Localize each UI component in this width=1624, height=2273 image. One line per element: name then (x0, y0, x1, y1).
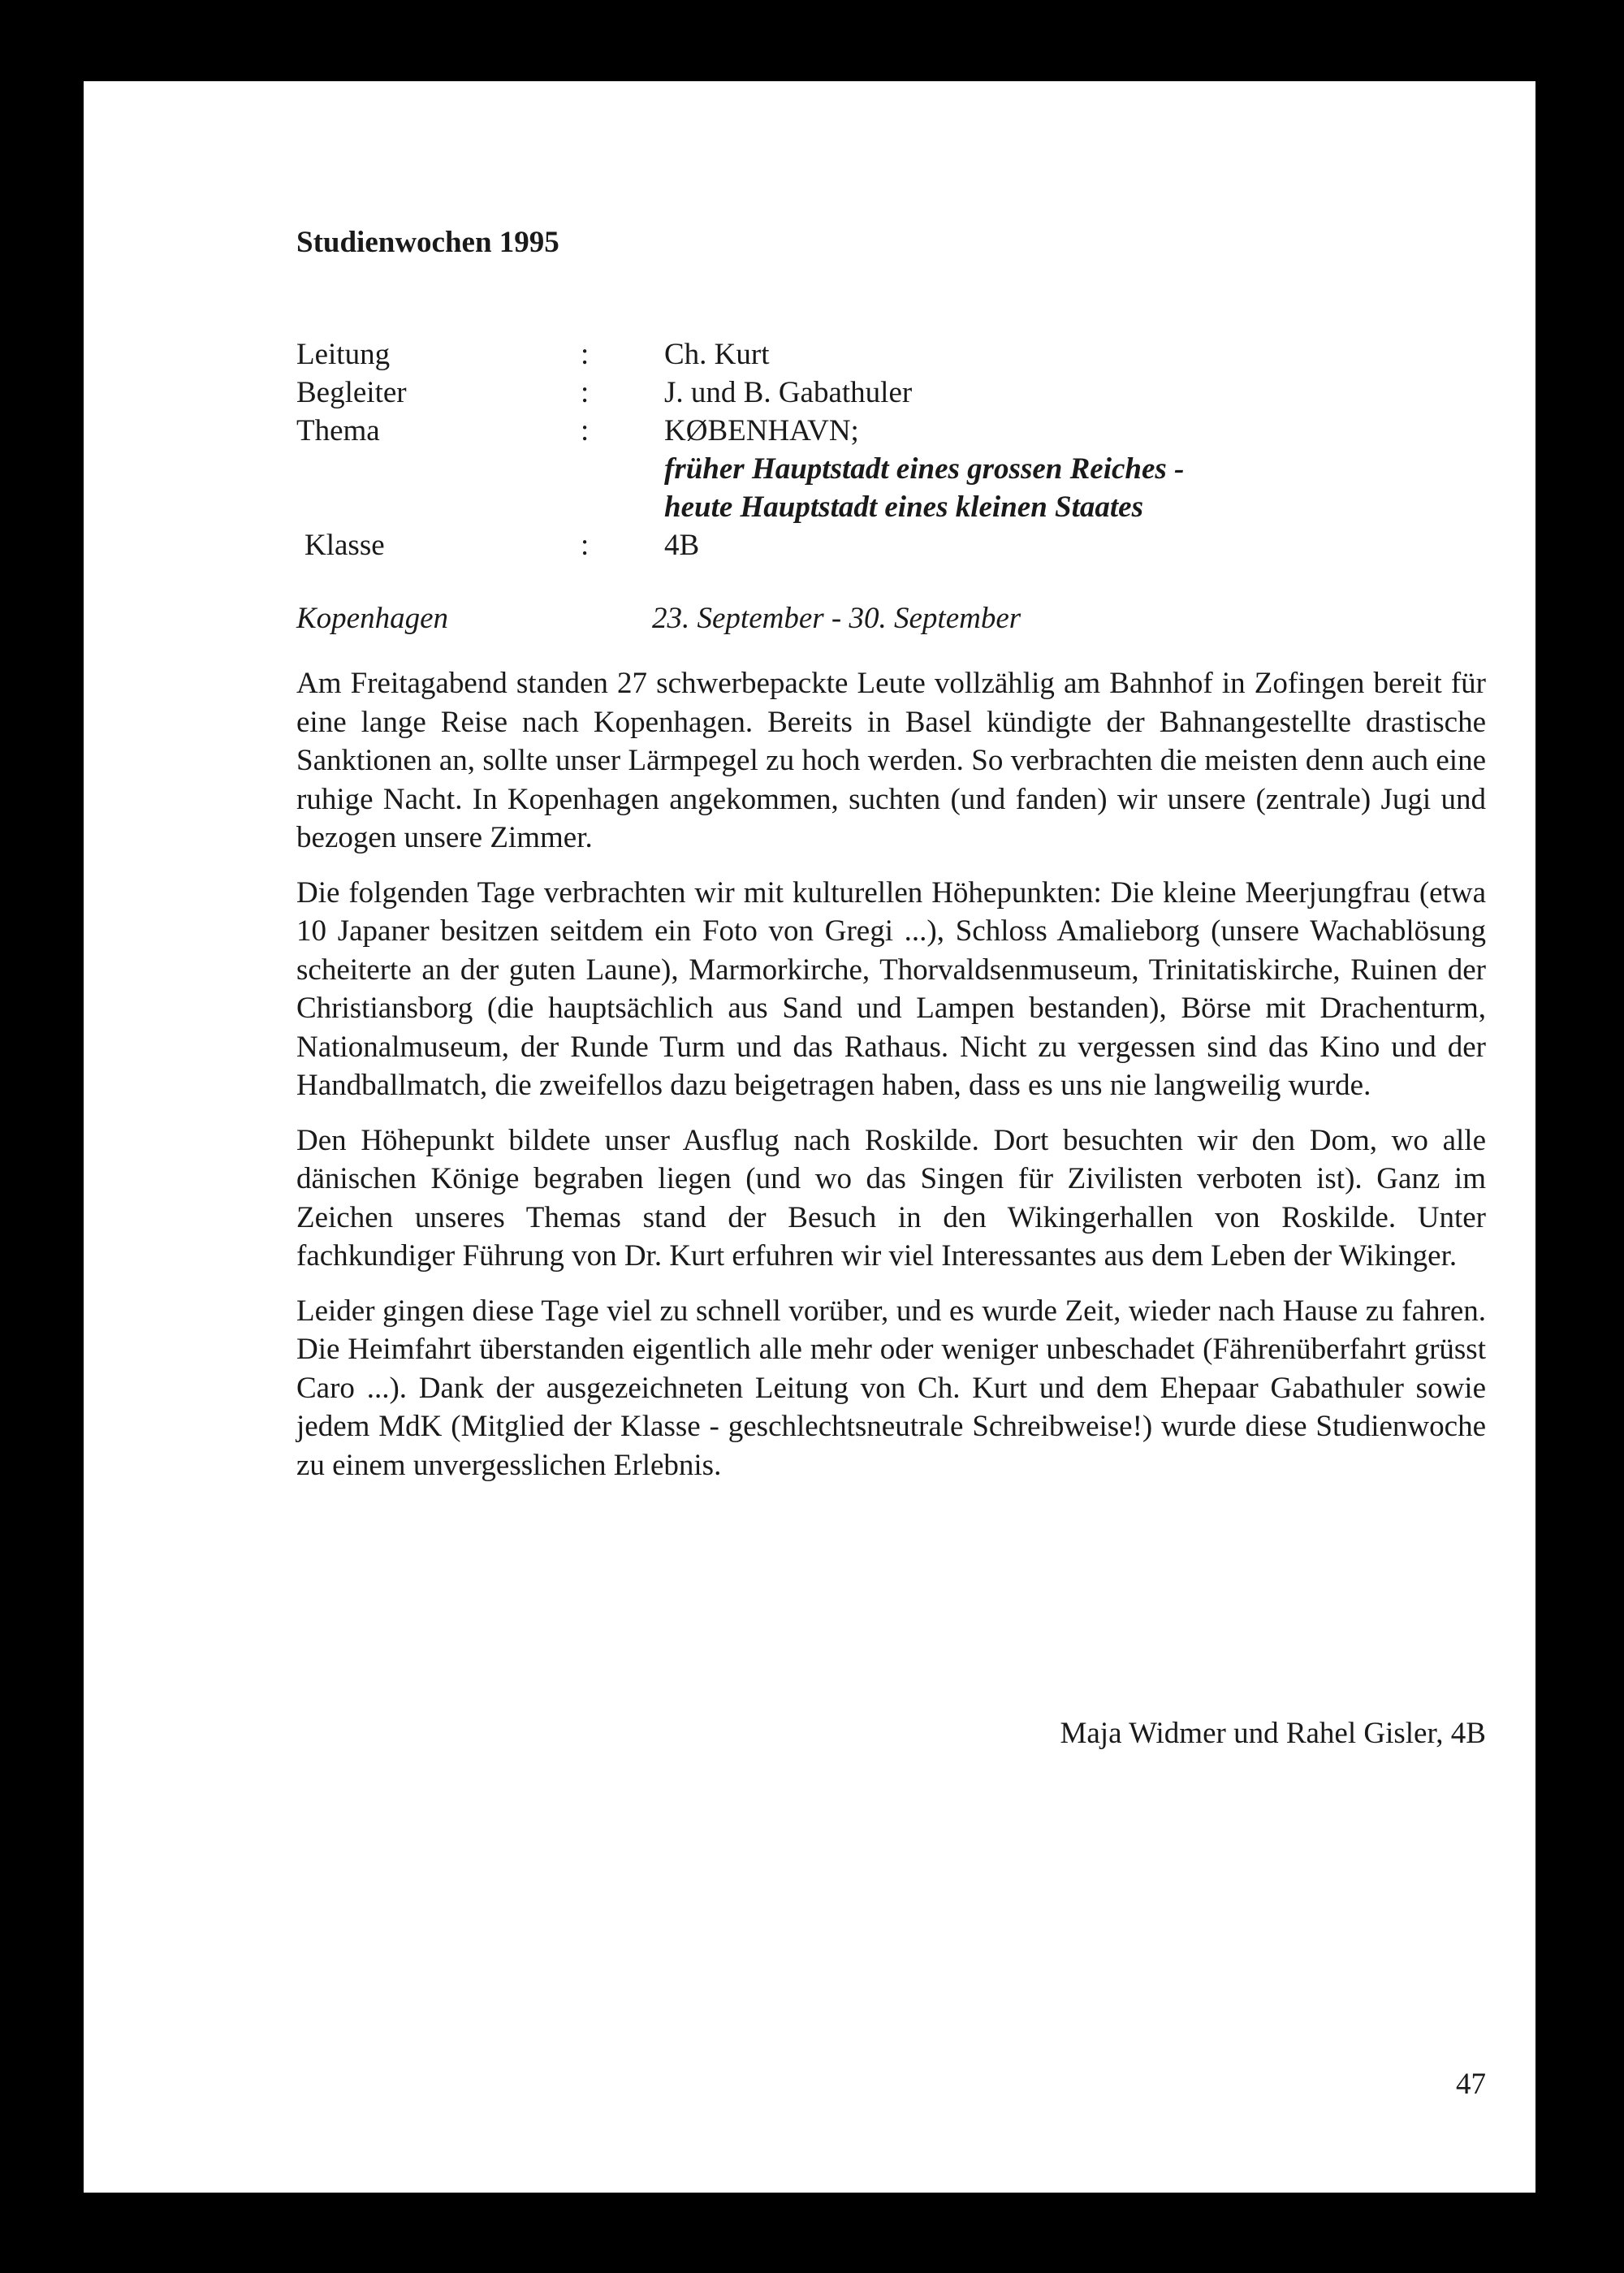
meta-label: Begleiter (296, 376, 407, 409)
body-text (296, 664, 1486, 1501)
meta-block (296, 335, 1486, 564)
location-name: Kopenhagen (296, 602, 449, 635)
meta-row-begleiter (296, 374, 1486, 412)
meta-label: Klasse (304, 529, 385, 562)
meta-row-leitung (296, 335, 1486, 374)
meta-colon: : (581, 376, 590, 409)
document-title: Studienwochen 1995 (296, 226, 559, 259)
location-line (296, 599, 1486, 637)
meta-colon: : (581, 338, 590, 371)
meta-row-klasse (296, 526, 1486, 564)
meta-value: Ch. Kurt (664, 338, 770, 371)
location-dates: 23. September - 30. September (652, 602, 1021, 635)
paragraph: Leider gingen diese Tage viel zu schnell vorüber, und es wurde Zeit, wieder nach Hause zu fahren. Die Heimfahrt überstanden eigentlich alle mehr oder weniger unbeschadet (Fährenüberfahrt grüsst Caro ...). Dank der ausgezeichneten Leitung von Ch. Kurt und dem Ehepaar Gabathuler sowie jedem MdK (Mitglied der Klasse - geschlechtsneutrale Schreibweise!) wurde diese Studienwoche zu einem unvergesslichen Erlebnis. (296, 1294, 1486, 1482)
paragraph: Am Freitagabend standen 27 schwerbepackte Leute vollzählig am Bahnhof in Zofingen bereit für eine lange Reise nach Kopenhagen. Bereits in Basel kündigte der Bahnangestellte drastische Sanktionen an, sollte unser Lärmpegel zu hoch werden. So verbrachten die meisten denn auch eine ruhige Nacht. In Kopenhagen angekommen, suchten (und fanden) wir unsere (zentrale) Jugi und bezogen unsere Zimmer. (296, 667, 1486, 854)
meta-value: 4B (664, 529, 700, 562)
meta-value: J. und B. Gabathuler (664, 376, 913, 409)
meta-colon: : (581, 529, 590, 562)
theme-subtitle-line-1 (296, 450, 1486, 488)
page-number: 47 (1456, 2068, 1486, 2101)
meta-value: KØBENHAVN; (664, 414, 859, 447)
paragraph: Die folgenden Tage verbrachten wir mit kulturellen Höhepunkten: Die kleine Meerjungfrau (etwa 10 Japaner besitzen seitdem ein Foto von Gregi ...), Schloss Amalieborg (unsere Wachablösung scheiterte an der guten Laune), Marmorkirche, Thorvaldsenmuseum, Trinitatiskirche, Ruinen der Christiansborg (die hauptsächlich aus Sand und Lampen bestanden), Börse mit Drachenturm, Nationalmuseum, der Runde Turm und das Rathaus. Nicht zu vergessen sind das Kino und der Handballmatch, die zweifellos dazu beigetragen haben, dass es uns nie langweilig wurde. (296, 875, 1486, 1102)
meta-colon: : (581, 414, 590, 447)
signature: Maja Widmer und Rahel Gisler, 4B (1060, 1717, 1486, 1750)
meta-label: Thema (296, 414, 380, 447)
theme-subtitle-line-2 (296, 488, 1486, 526)
meta-label: Leitung (296, 338, 391, 371)
meta-row-thema (296, 412, 1486, 450)
theme-subtitle: heute Hauptstadt eines kleinen Staates (664, 490, 1143, 524)
document-page (84, 81, 1535, 2193)
theme-subtitle: früher Hauptstadt eines grossen Reiches - (664, 452, 1185, 486)
paragraph: Den Höhepunkt bildete unser Ausflug nach Roskilde. Dort besuchten wir den Dom, wo alle dänischen Könige begraben liegen (und wo das Singen für Zivilisten verboten ist). Ganz im Zeichen unseres Themas stand der Besuch in den Wikingerhallen von Roskilde. Unter fachkundiger Führung von Dr. Kurt erfuhren wir viel Interessantes aus dem Leben der Wikinger. (296, 1123, 1486, 1273)
